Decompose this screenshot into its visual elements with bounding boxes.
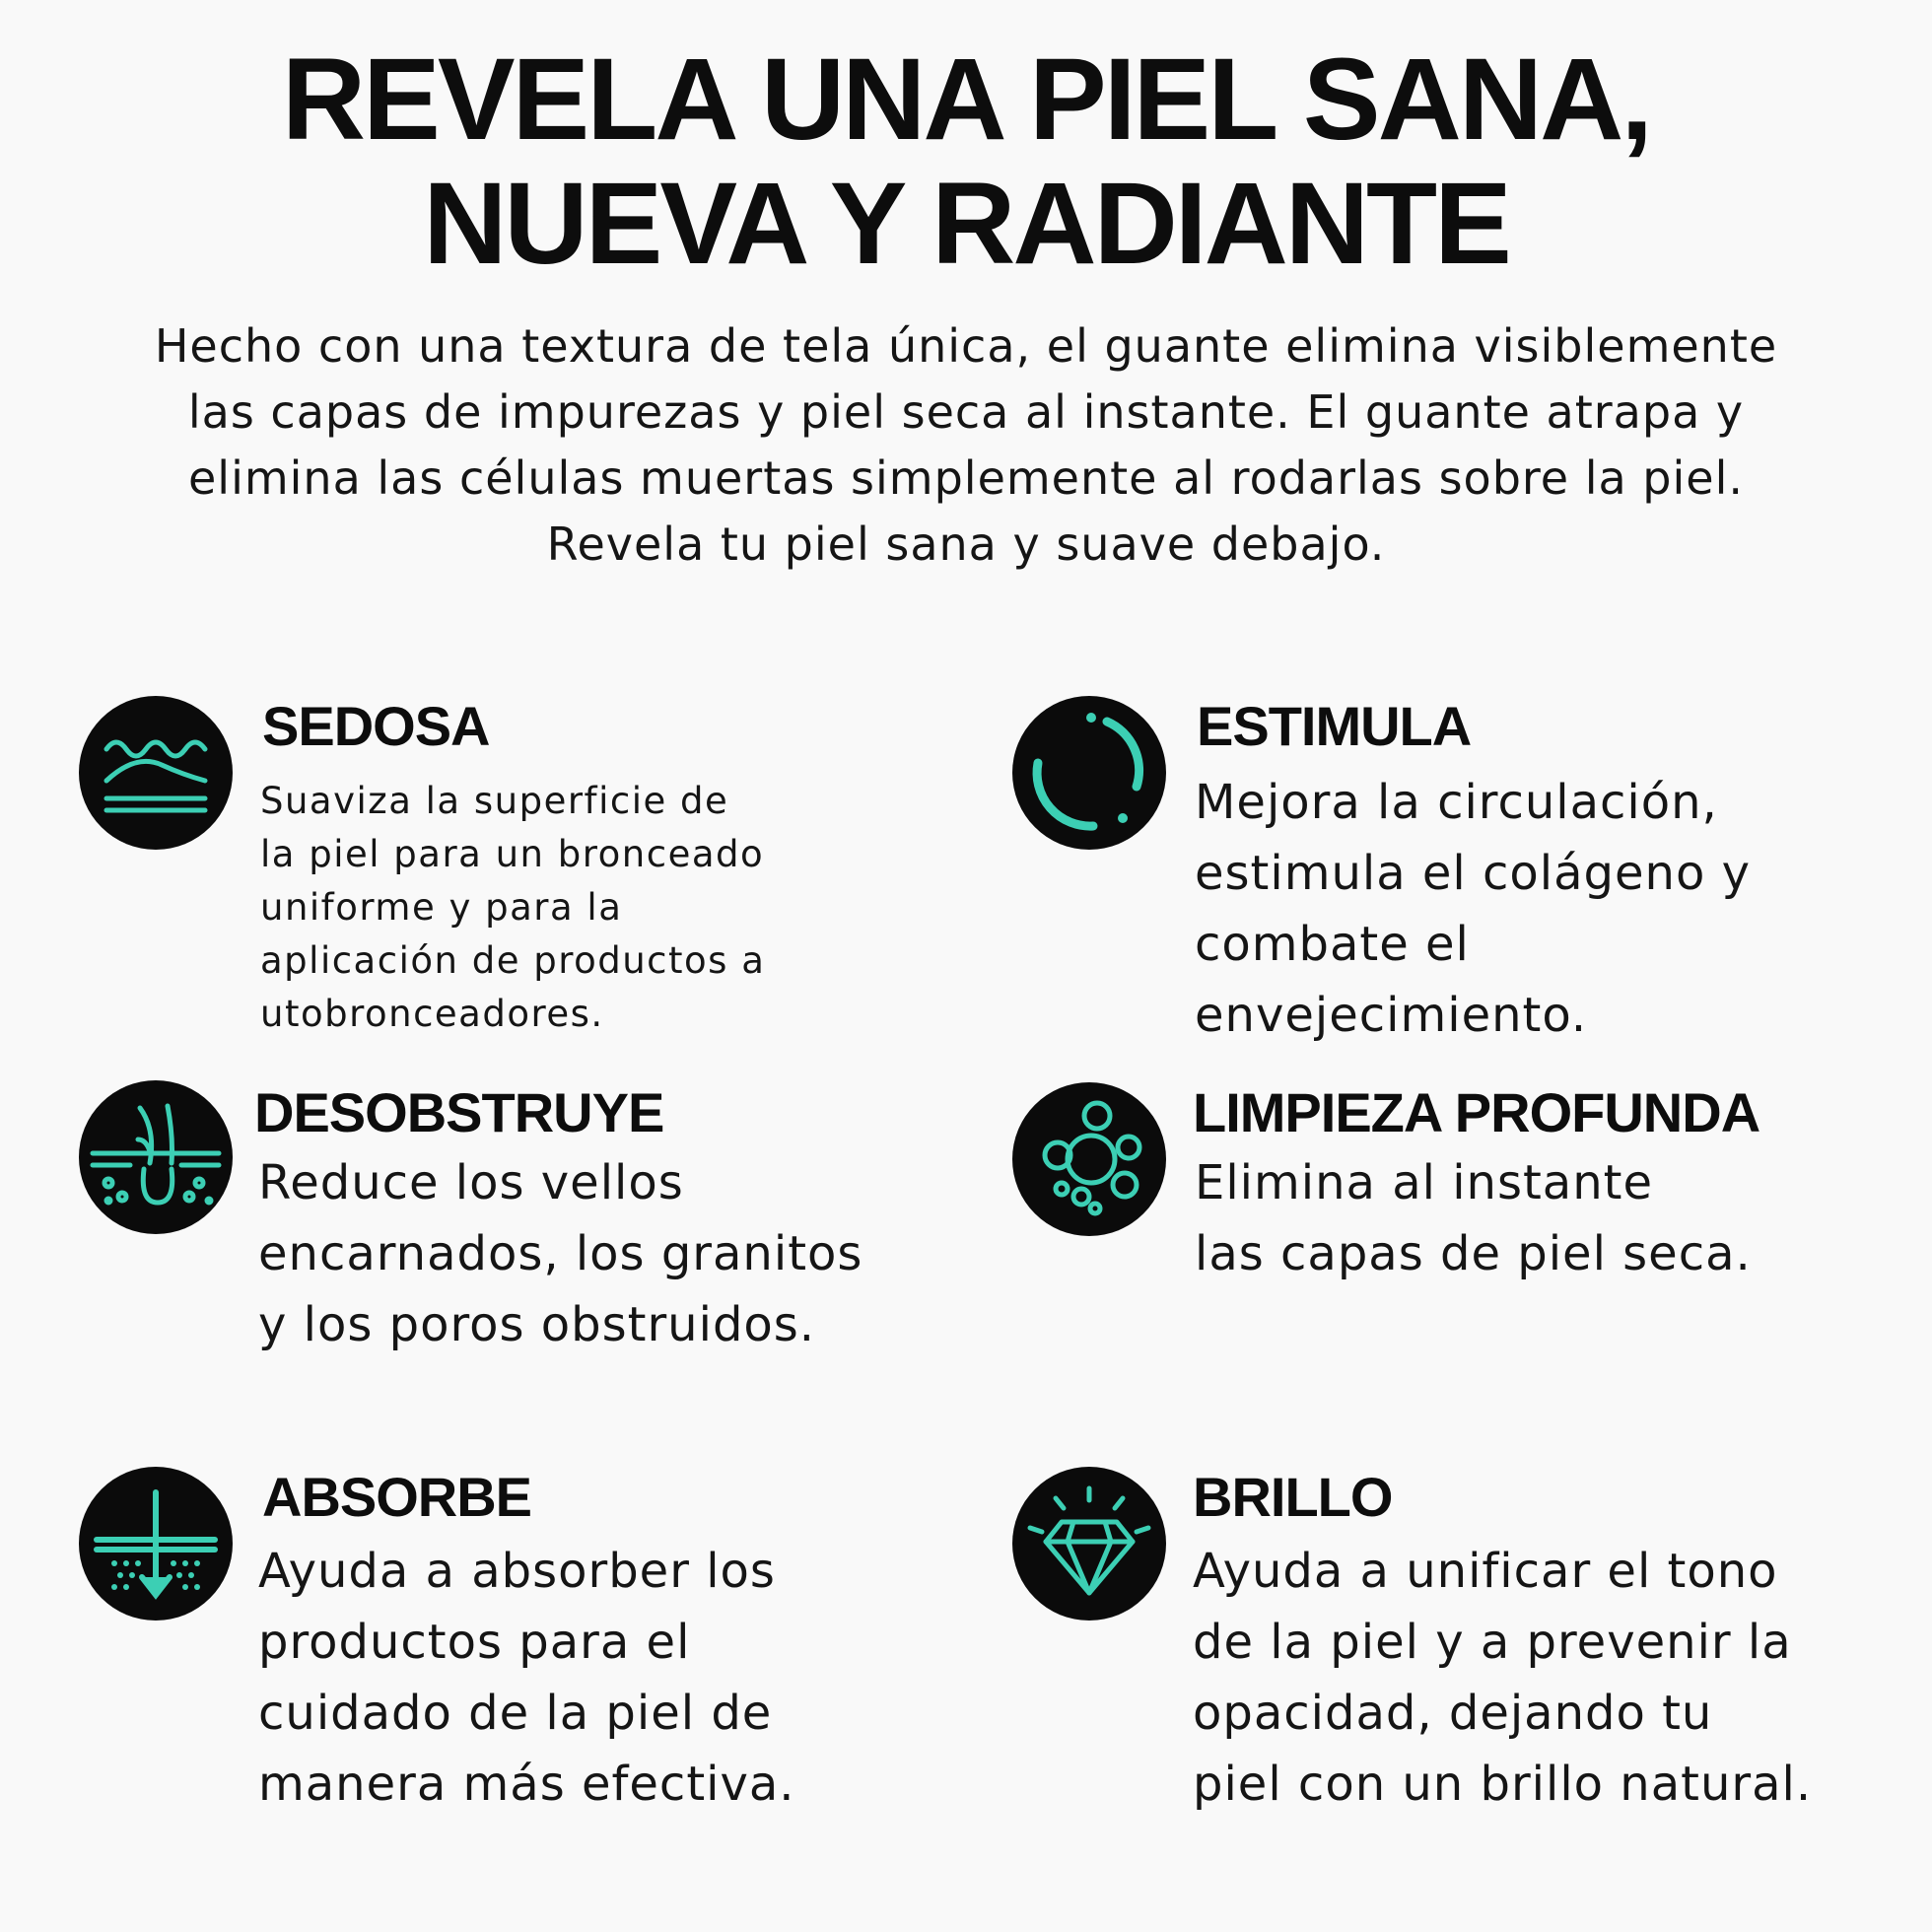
- feature-title-estimula: ESTIMULA: [1197, 695, 1472, 757]
- feature-line: Reduce los vellos: [258, 1155, 684, 1210]
- feature-line: uniforme y para la: [260, 886, 623, 929]
- absorb-arrow-icon: [79, 1467, 233, 1621]
- feature-description-limpieza-profunda: [1195, 1147, 1752, 1289]
- intro-line-2: las capas de impurezas y piel seca al instante. El guante atrapa y: [187, 385, 1745, 439]
- feature-title-absorbe: ABSORBE: [262, 1466, 532, 1528]
- feature-line: piel con un brillo natural.: [1193, 1757, 1813, 1812]
- feature-line: las capas de piel seca.: [1195, 1226, 1752, 1281]
- bubbles-icon: [1012, 1082, 1166, 1236]
- headline-line-1: REVELA UNA PIEL SANA,: [281, 34, 1651, 165]
- feature-description-estimula: [1195, 767, 1751, 1051]
- headline-line-2: NUEVA Y RADIANTE: [423, 159, 1509, 289]
- feature-line: encarnados, los granitos: [258, 1226, 863, 1281]
- hair-follicle-icon: [79, 1080, 233, 1234]
- feature-line: estimula el colágeno y: [1195, 846, 1751, 901]
- headline: [0, 34, 1932, 289]
- feature-line: productos para el: [258, 1615, 691, 1670]
- feature-line: de la piel y a prevenir la: [1193, 1615, 1792, 1670]
- feature-line: cuidado de la piel de: [258, 1686, 773, 1741]
- feature-description-sedosa: [260, 775, 765, 1041]
- feature-line: Suaviza la superficie de: [260, 780, 729, 822]
- intro-paragraph: [39, 313, 1893, 578]
- feature-title-brillo: BRILLO: [1193, 1466, 1393, 1528]
- feature-line: aplicación de productos a: [260, 939, 766, 982]
- feature-line: combate el: [1195, 917, 1470, 972]
- feature-line: envejecimiento.: [1195, 988, 1588, 1043]
- feature-line: manera más efectiva.: [258, 1757, 795, 1812]
- feature-title-limpieza-profunda: LIMPIEZA PROFUNDA: [1193, 1081, 1760, 1143]
- feature-line: Mejora la circulación,: [1195, 775, 1718, 830]
- feature-line: opacidad, dejando tu: [1193, 1686, 1713, 1741]
- feature-description-absorbe: [258, 1536, 795, 1820]
- feature-line: y los poros obstruidos.: [258, 1297, 816, 1352]
- feature-title-desobstruye: DESOBSTRUYE: [254, 1081, 664, 1143]
- feature-line: utobronceadores.: [260, 993, 604, 1035]
- waves-icon: [79, 696, 233, 850]
- diamond-icon: [1012, 1467, 1166, 1621]
- feature-title-sedosa: SEDOSA: [262, 695, 490, 757]
- feature-line: Ayuda a absorber los: [258, 1544, 776, 1599]
- feature-line: la piel para un bronceado: [260, 833, 765, 875]
- intro-line-3: elimina las células muertas simplemente al rodarlas sobre la piel.: [187, 451, 1744, 505]
- feature-description-desobstruye: [258, 1147, 862, 1360]
- feature-line: Elimina al instante: [1195, 1155, 1653, 1210]
- intro-line-4: Revela tu piel sana y suave debajo.: [546, 518, 1386, 571]
- intro-line-1: Hecho con una textura de tela única, el guante elimina visiblemente: [154, 319, 1778, 373]
- circular-arrows-icon: [1012, 696, 1166, 850]
- feature-line: Ayuda a unificar el tono: [1193, 1544, 1778, 1599]
- feature-description-brillo: [1193, 1536, 1812, 1820]
